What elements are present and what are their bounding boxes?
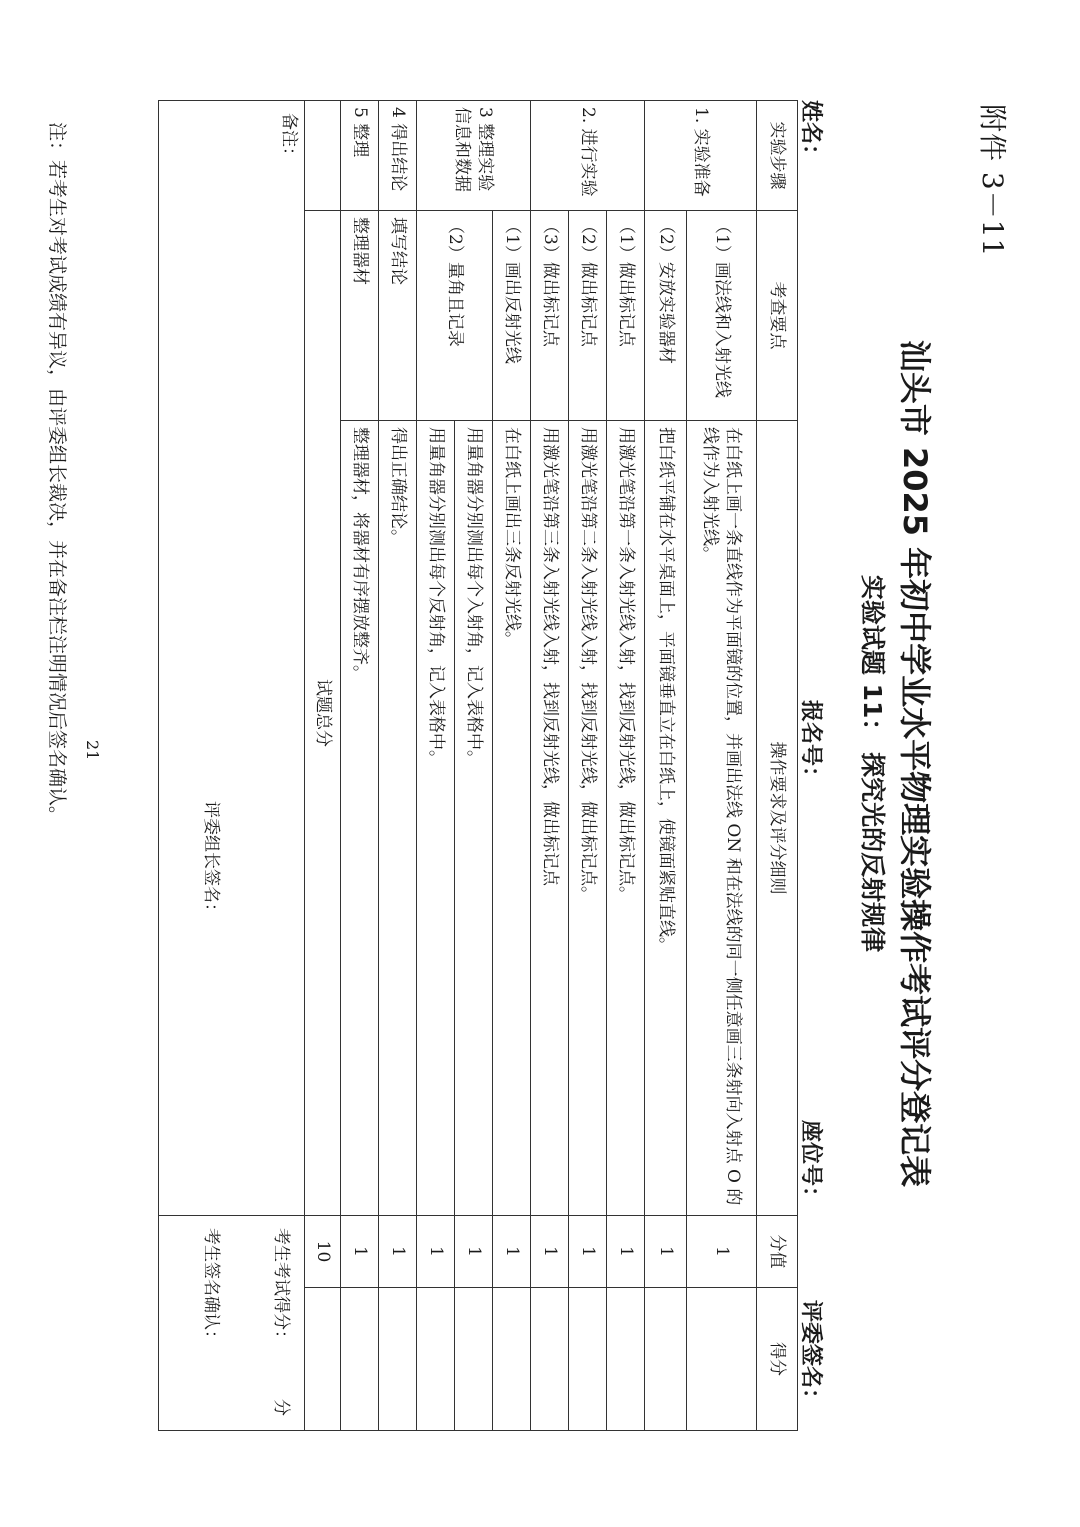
page-subtitle: 实验试题 11： 探究光的反射规律 bbox=[858, 574, 887, 953]
requirement-cell: 整理器材，将器材有序摆放整齐。 bbox=[341, 421, 379, 1216]
point-cell: （3）做出标记点 bbox=[531, 211, 569, 421]
remark-row bbox=[159, 101, 305, 1431]
header-point: 考查要点 bbox=[757, 211, 798, 421]
total-score: 10 bbox=[305, 1216, 341, 1288]
scoring-table bbox=[158, 100, 798, 1431]
page-title: 汕头市 2025 年初中学业水平物理实验操作考试评分登记表 bbox=[896, 339, 934, 1188]
total-row bbox=[305, 101, 341, 1431]
got-score-cell[interactable] bbox=[341, 1288, 379, 1431]
requirement-cell: 得出正确结论。 bbox=[379, 421, 417, 1216]
score-cell: 1 bbox=[531, 1216, 569, 1288]
candidate-info-row bbox=[798, 100, 828, 1430]
exam-score-unit: 分 bbox=[271, 1399, 291, 1416]
got-score-cell[interactable] bbox=[531, 1288, 569, 1431]
remark-label: 备注： bbox=[279, 113, 299, 164]
point-cell: 整理器材 bbox=[341, 211, 379, 421]
point-cell: （1）画法线和入射光线 bbox=[687, 211, 757, 421]
got-score-cell[interactable] bbox=[607, 1288, 645, 1431]
total-step-cell bbox=[305, 101, 341, 211]
got-score-cell[interactable] bbox=[687, 1288, 757, 1431]
name-label: 姓名： bbox=[798, 100, 823, 167]
step-cell: 1. 实验准备 bbox=[645, 101, 757, 211]
header-got: 得分 bbox=[757, 1288, 798, 1431]
attachment-label: 附件 3－11 bbox=[976, 104, 1009, 258]
point-cell: （1）做出标记点 bbox=[607, 211, 645, 421]
score-cell: 1 bbox=[607, 1216, 645, 1288]
step-cell: 5 整理 bbox=[341, 101, 379, 211]
got-score-cell[interactable] bbox=[569, 1288, 607, 1431]
table-row bbox=[379, 101, 417, 1431]
step-cell: 3 整理实验信息和数据 bbox=[417, 101, 531, 211]
table-row bbox=[645, 101, 687, 1431]
seat-number-label: 座位号： bbox=[798, 1120, 823, 1209]
requirement-cell: 把白纸平铺在水平桌面上，平面镜垂直立在白纸上，使镜面紧贴直线。 bbox=[645, 421, 687, 1216]
point-cell: （1）画出反射光线 bbox=[493, 211, 531, 421]
header-requirement: 操作要求及评分细则 bbox=[757, 421, 798, 1216]
score-cell: 1 bbox=[379, 1216, 417, 1288]
student-signature-label: 考生签名确认： bbox=[201, 1228, 221, 1347]
point-cell: 填写结论 bbox=[379, 211, 417, 421]
score-cell: 1 bbox=[569, 1216, 607, 1288]
page-number: 21 bbox=[83, 740, 102, 761]
requirement-cell: 用激光笔沿第三条入射光线入射，找到反射光线，做出标记点 bbox=[531, 421, 569, 1216]
header-step: 实验步骤 bbox=[757, 101, 798, 211]
score-cell: 1 bbox=[687, 1216, 757, 1288]
table-header-row bbox=[757, 101, 798, 1431]
requirement-cell: 在白纸上画一条直线作为平面镜的位置，并画出法线 ON 和在法线的同一侧任意画三条射向入射点 O 的线作为入射光线。 bbox=[687, 421, 757, 1216]
total-got-cell[interactable] bbox=[305, 1288, 341, 1431]
registration-number-label: 报名号： bbox=[798, 700, 823, 789]
score-cell: 1 bbox=[455, 1216, 493, 1288]
score-cell: 1 bbox=[341, 1216, 379, 1288]
footnote: 注：若考生对考试成绩有异议，由评委组长裁决，并在备注栏注明情况后签名确认。 bbox=[46, 122, 68, 826]
exam-score-label: 考生考试得分： bbox=[271, 1228, 291, 1347]
requirement-cell: 在白纸上画出三条反射光线。 bbox=[493, 421, 531, 1216]
requirement-cell: 用激光笔沿第一条入射光线入射，找到反射光线，做出标记点。 bbox=[607, 421, 645, 1216]
got-score-cell[interactable] bbox=[493, 1288, 531, 1431]
table-row bbox=[531, 101, 569, 1431]
score-cell: 1 bbox=[417, 1216, 455, 1288]
header-score: 分值 bbox=[757, 1216, 798, 1288]
table-row bbox=[569, 101, 607, 1431]
table-row bbox=[607, 101, 645, 1431]
step-cell: 4 得出结论 bbox=[379, 101, 417, 211]
requirement-cell: 用量角器分别测出每个入射角，记入表格中。 bbox=[455, 421, 493, 1216]
score-cell: 1 bbox=[645, 1216, 687, 1288]
student-sign-cell[interactable] bbox=[159, 1216, 305, 1431]
judge-signature-label: 评委签名： bbox=[798, 1300, 823, 1411]
table-row bbox=[687, 101, 757, 1431]
table-row bbox=[341, 101, 379, 1431]
got-score-cell[interactable] bbox=[379, 1288, 417, 1431]
requirement-cell: 用激光笔沿第二条入射光线入射，找到反射光线，做出标记点。 bbox=[569, 421, 607, 1216]
total-label: 试题总分 bbox=[305, 211, 341, 1216]
table-row bbox=[455, 101, 493, 1431]
requirement-cell: 用量角器分别测出每个反射角，记入表格中。 bbox=[417, 421, 455, 1216]
got-score-cell[interactable] bbox=[417, 1288, 455, 1431]
step-cell: 2. 进行实验 bbox=[531, 101, 645, 211]
score-cell: 1 bbox=[493, 1216, 531, 1288]
point-cell: （2）量角且记录 bbox=[417, 211, 493, 421]
leader-signature-label: 评委组长签名： bbox=[201, 801, 221, 920]
remark-cell[interactable] bbox=[159, 101, 305, 1216]
point-cell: （2）安放实验器材 bbox=[645, 211, 687, 421]
got-score-cell[interactable] bbox=[455, 1288, 493, 1431]
got-score-cell[interactable] bbox=[645, 1288, 687, 1431]
point-cell: （2）做出标记点 bbox=[569, 211, 607, 421]
table-row bbox=[493, 101, 531, 1431]
